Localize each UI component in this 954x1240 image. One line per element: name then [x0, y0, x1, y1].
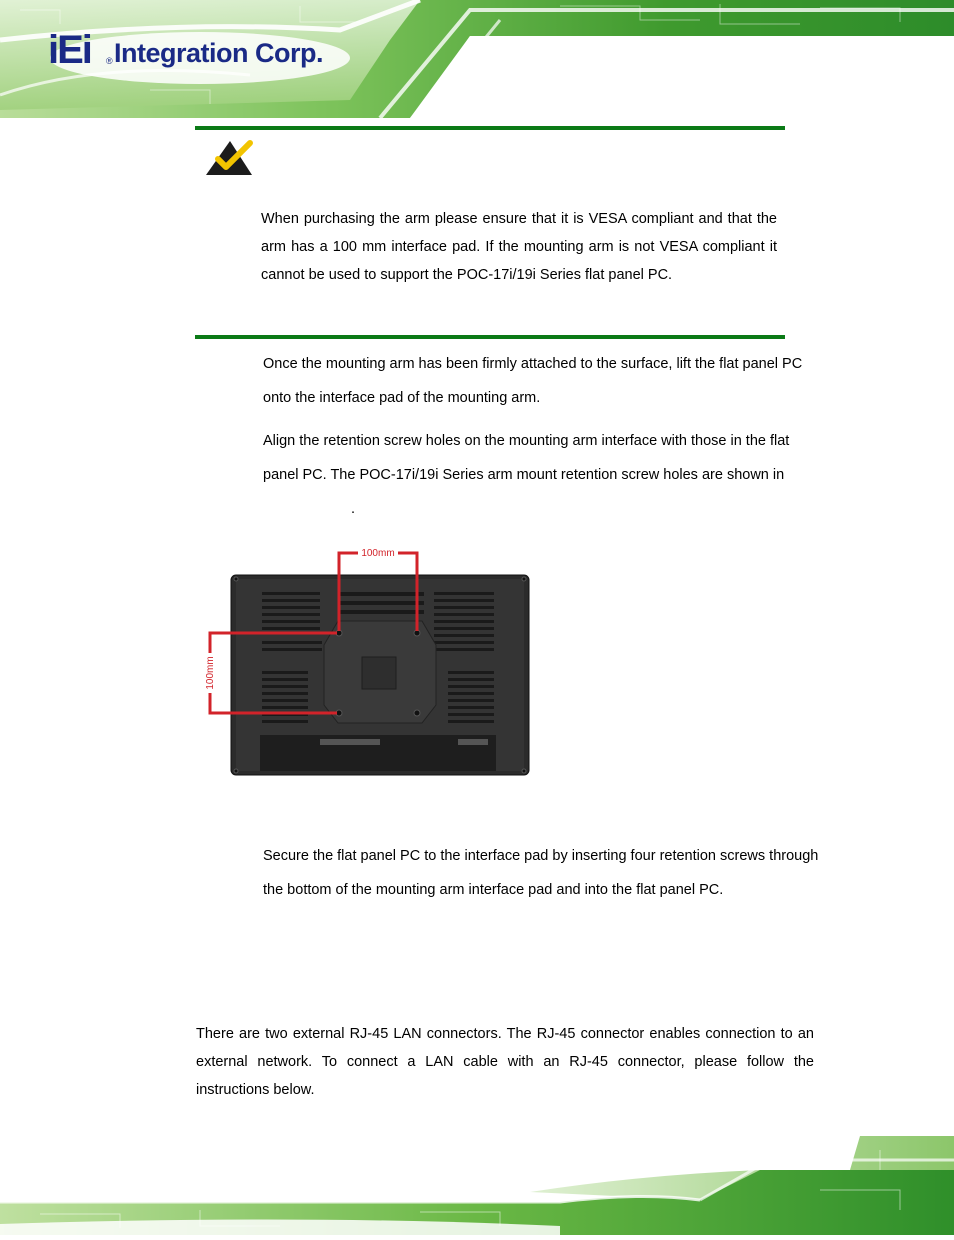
note-top-rule	[195, 126, 785, 130]
lan-connector-intro: There are two external RJ-45 LAN connectors. The RJ-45 connector enables connection to an external network. To connect a LAN cable with an RJ-45 connector, please follow the instructions below.	[196, 1026, 814, 1098]
logo-mark: iEi	[48, 28, 91, 72]
note-text: When purchasing the arm please ensure that it is VESA compliant and that the arm has a 100 mm interface pad. If the mounting arm is not VESA compliant it cannot be used to support the POC-17i/19i Series flat panel PC.	[261, 211, 777, 283]
step-align-suffix: .	[351, 501, 356, 517]
step-lift-panel: Once the mounting arm has been firmly attached to the surface, lift the flat panel PC onto the interface pad of the mounting arm.	[263, 356, 803, 406]
step-align-holes	[263, 424, 823, 526]
horizontal-dimension-label: 100mm	[361, 548, 395, 559]
logo-wordmark: Integration Corp.	[114, 38, 323, 68]
logo-registered-mark: ®	[106, 56, 113, 66]
footer-circuit-graphic	[0, 1130, 954, 1235]
footer-banner	[0, 1130, 954, 1235]
check-note-icon	[204, 137, 254, 177]
step-secure-screws: Secure the flat panel PC to the interface pad by inserting four retention screws through the bottom of the mounting arm interface pad and into the flat panel PC.	[263, 848, 819, 898]
vertical-dimension-label: 100mm	[205, 656, 216, 690]
rear-panel-figure	[200, 545, 540, 780]
note-bottom-rule	[195, 335, 785, 339]
step-align-text: Align the retention screw holes on the mounting arm interface with those in the flat panel PC. The POC-17i/19i Series arm mount retention screw holes are shown in	[263, 433, 790, 483]
